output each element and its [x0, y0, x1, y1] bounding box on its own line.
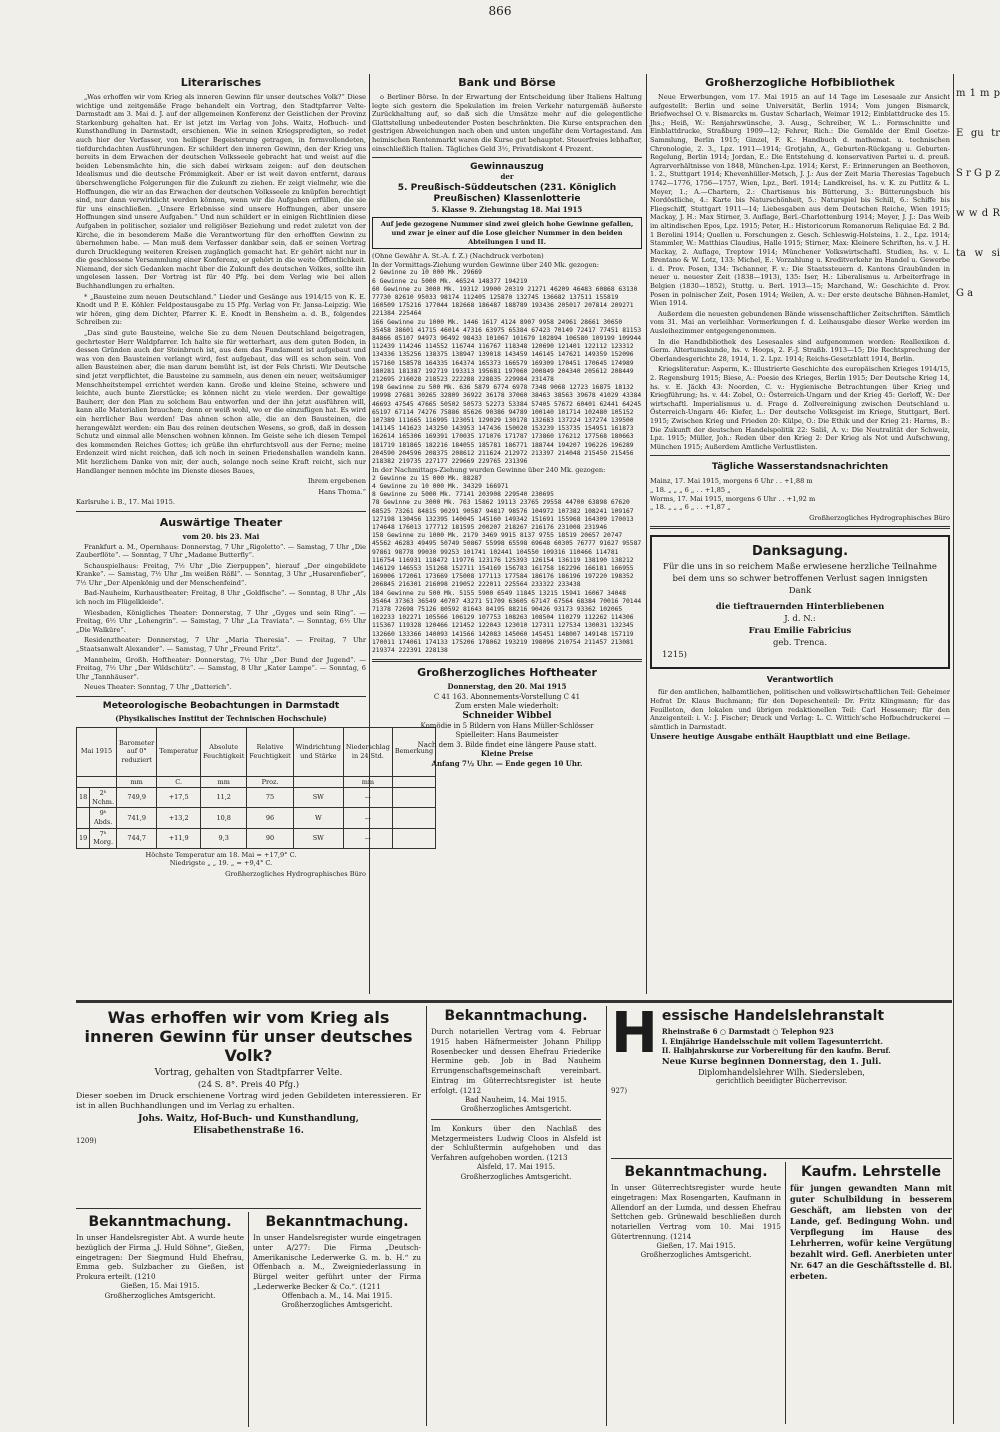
thanks-name: Frau Emilie Fabricius: [748, 626, 852, 637]
responsible-heading: Verantwortlich: [766, 675, 834, 685]
weather-cell: 749,9: [117, 788, 157, 808]
ad-b2-title: Bekanntmachung.: [265, 1214, 409, 1230]
ad-velte-publisher: Johs. Waitz, Hof-Buch- und Kunsthandlung,: [138, 1113, 359, 1124]
column-separator: [369, 74, 370, 994]
ad-velte-price: (24 S. 8°. Preis 40 Pfg.): [197, 1080, 300, 1090]
thanks-ida: J. d. N.:: [784, 614, 816, 625]
weather-cell: 11,2: [201, 788, 247, 808]
weather-cell: 9ʰ Abds.: [90, 808, 117, 828]
ad-b3-date: Bad Nauheim, 14. Mai 1915.: [464, 1095, 567, 1104]
divider: [372, 659, 642, 662]
column-1: [76, 74, 434, 881]
divider: [76, 696, 366, 697]
ad-lehrstelle: [790, 1162, 952, 1424]
ad-hess-line: Diplomhandelslehrer Wilh. Siedersleben,: [698, 1067, 865, 1077]
ad-lehr-text: für jungen gewandten Mann mit guter Schulbildung in besserem Geschäft, am liebsten von der Lande, gef. Bedingung Wohn. und Verpflegung im Hause des Lehrherren, wofür keine Vergütung bezahlt wird. Gefl. Anerbieten unter Nr. 647 an die Geschäftsstelle d. Bl. erbeten.: [790, 1183, 952, 1281]
thanks-number: 1215): [662, 650, 687, 661]
weather-row: [77, 788, 436, 808]
weather-cell: +17,5: [157, 788, 201, 808]
lit-paragraph: „Was erhoffen wir vom Krieg als inneren Gewinn für unser deutsches Volk?“ Diese wichtige und zeitgemäße Frage behandelt ein Vortrag, den Stadtpfarrer Velte-Darmstadt am 3. Mai d. J. auf der allgemeinen Konferenz der Geistlichen der Provinz Starkenburg gehalten hat. Er ist jetzt im Verlag von Johs. Waitz, Hofbuch- und Kunsthandlung in Darmstadt, erschienen. Wie in seinen Kriegspredigten, so redet auch hier der Verfasser, von heiliger Begeisterung getragen, in formvollendeten, tiefdurchdachten Ausführungen. Er schildert den inneren Gewinn, den der Krieg uns bereits in dem Erwachen der deutschen Volksseele gebracht hat und weist auf die beiden Lebensmächte hin, die sich dabei wirksam zeigen: auf den deutschen Idealismus und die deutsche Frömmigkeit. Aber er ist weit davon entfernt, daraus überschwengliche Folgerungen für die Zukunft zu ziehen. Er zeigt vielmehr, wie die Hoffnungen, die wir an das Erwachen der deutschen Volksseele zu knüpfen berechtigt sind, nur dann verwirklicht werden können, wenn wir die Aufgaben erfüllen, die sie für uns einschließen. „Unsere Erlebnisse sind unsere Hoffnungen, aber unsere Hoffnungen sind unsere Aufgaben.“ Und nun schildert er in einigen Richtlinien diese Aufgaben in politischer, sozialer und religiöser Beziehung und redet zuletzt von der Kirche, die in besonderem Maße die Verantwortung für den erhofften Gewinn zu übernehmen habe. — Man muß dem Verfasser dankbar sein, daß er seinen Vortrag durch Drucklegung weiteren Kreisen zugänglich gemacht hat. Er gehört nicht nur in die geschlossene Versammlung einer Konferenz, er gehört in die weite Öffentlichkeit. Niemand, der sich Gedanken macht über die Zukunft des deutschen Volkes, sollte ihn ungelesen lassen. Der Vortrag ist für 40 Pfg. bei dem Verlag wie bei allen Buchhandlungen zu erhalten.: [76, 93, 366, 291]
lotto-heading: Gewinnauszug: [470, 162, 544, 173]
lit-place-date: Karlsruhe i. B., 17. Mai 1915.: [76, 498, 175, 507]
weather-max: Höchste Temperatur am 18. Mai = +17,9° C.: [145, 850, 297, 859]
hoftheater-repeat: Zum ersten Male wiederholt:: [455, 702, 559, 711]
theater-item: Residenztheater: Donnerstag, 7 Uhr „Maria Theresia“. — Freitag, 7 Uhr „Staatsanwalt Alexander“. — Samstag, 7 Uhr „Freund Fritz“.: [76, 636, 366, 654]
weather-cell: 10,8: [201, 808, 247, 828]
lotto-notice-box: Auf jede gezogene Nummer sind zwei gleich hohe Gewinne gefallen, und zwar je einer auf die Lose gleicher Nummer in den beiden Abteilungen I und II.: [372, 217, 642, 249]
weather-unit: mm: [343, 776, 392, 788]
ad-hess-line: gerichtlich beeidigter Bücherrevisor.: [715, 1077, 848, 1086]
weather-min: Niedrigste „ „ 19. „ = +9,4° C.: [169, 859, 273, 868]
ad-b1-text: In unser Handelsregister Abt. A wurde heute bezüglich der Firma „J. Huld Söhne“, Gießen, eingetragen: Der Siegmund Huld Ehefrau, Emma geb. Sulzbacher zu Gießen, ist Prokura erteilt. (1210: [76, 1233, 244, 1282]
ad-divider: [606, 1006, 607, 1426]
ad-lehr-title: Kaufm. Lehrstelle: [800, 1164, 942, 1180]
ad-b2-date: Offenbach a. M., 14. Mai 1915.: [281, 1291, 393, 1300]
weather-unit: mm: [201, 776, 247, 788]
ad-velte-sub: Vortrag, gehalten von Stadtpfarrer Velte.: [154, 1068, 343, 1078]
theater-dates: vom 20. bis 23. Mai: [182, 531, 260, 541]
weather-col-header: Barometer auf 0° reduziert: [117, 727, 157, 776]
weather-col-header: Bemerkung: [392, 727, 435, 776]
divider: [650, 526, 950, 529]
weather-cell: [392, 828, 435, 848]
ad-b3-text2: Im Konkurs über den Nachlaß des Metzgermeisters Ludwig Cloos in Alsfeld ist der Schlußtermin aufgehoben und das Verfahren aufgehoben worden. (1213: [431, 1123, 601, 1163]
bank-heading: Bank und Börse: [458, 76, 556, 89]
lit-signature: Hans Thoma.“: [318, 487, 366, 496]
ad-divider: [785, 1162, 786, 1424]
lit-paragraph: * „Bausteine zum neuen Deutschland.“ Lieder und Gesänge aus 1914/15 von K. E. Knodt und P. E. Köhler. Feldpostausgabe zu 15 Pfg. Verlag von Fr. Jansa-Leipzig. Wie wir hören, ging dem Dichter, Pfarrer K. E. Knodt in Bensheim a. d. B., folgendes Schreiben zu:: [76, 292, 366, 327]
weather-cell: SW: [293, 788, 343, 808]
weather-cell: 2ʰ Nchm.: [90, 788, 117, 808]
ad-divider: [611, 1158, 952, 1159]
ads-top-rule: [76, 1000, 952, 1003]
weather-unit-row: [77, 776, 436, 788]
ad-divider: [426, 1006, 427, 1426]
weather-row: [77, 828, 436, 848]
thanks-notice: [650, 535, 950, 669]
edition-note: Unsere heutige Ausgabe enthält Hauptblatt und eine Beilage.: [650, 732, 911, 742]
column-2: [372, 74, 642, 770]
thanks-family: die tieftrauernden Hinterbliebenen: [715, 602, 885, 613]
weather-cell: —: [343, 808, 392, 828]
ad-velte-address: Elisabethenstraße 16.: [193, 1125, 304, 1136]
weather-cell: [77, 808, 90, 828]
lotto-subtitle: 5. Klasse 9. Ziehungstag 18. Mai 1915: [431, 204, 583, 214]
weather-cell: 75: [247, 788, 293, 808]
ad-handelslehranstalt: [611, 1001, 952, 1156]
ad-b4-court: Großherzogliches Amtsgericht.: [640, 1251, 752, 1260]
hoftheater-title: Schneider Wibbel: [462, 711, 552, 722]
weather-cell: [392, 788, 435, 808]
library-heading: Großherzogliche Hofbibliothek: [705, 76, 895, 89]
weather-cell: 18: [77, 788, 90, 808]
water-line: „ 18. „ „ „ 6 „ . . +1,85 „: [650, 485, 731, 494]
weather-cell: 90: [247, 828, 293, 848]
theater-item: Neues Theater: Sonntag, 7 Uhr „Datterich“.: [84, 683, 232, 692]
column-4-cropped: [956, 74, 1000, 314]
library-text: Kriegsliteratur: Asperm, K.: Illustrierte Geschichte des europäischen Krieges 1914/15, 2. Regensburg 1915; Biese, A.: Poesie des Krieges, Berlin 1915; Der Deutsche Krieg 14, hs. v. E. Jäckh 43: Noorden, C. v.: Hygienische Betrachtungen über Krieg und Kriegführung; hs. v. 44: Zobel, O.: Österreich-Ungarn und der Krieg 45: Gerloff, W.: Der wirtschaftl. Imperialismus u. d. Frage d. Zollvereinigung zwischen Deutschland u. Österreich-Ungarn 46: Kiefer, L.: Der deutsche Volksgeist im Kriege, Stuttgart, Berl. 1915; Zwischen Krieg und Frieden 20: Külpe, O.: Die Ethik und der Krieg 21: Harms, B.: Die Zukunft der deutschen Handelspolitik 22: Sališ, A. v.: Die Neutralität der Schweiz, Lpz. 1915; Müller, Joh.: Reden über den Krieg 2: Der Krieg als Not und Aufschwung, München 1915; Außerdem Amtliche Verlustlisten.: [650, 365, 950, 451]
ad-b3-court: Großherzogliches Amtsgericht.: [460, 1105, 572, 1114]
hoftheater-time: Anfang 7½ Uhr. — Ende gegen 10 Uhr.: [431, 759, 583, 768]
library-text: Neue Erwerbungen, vom 17. Mai 1915 an auf 14 Tage im Lesesaale zur Ansicht aufgestellt: Berlin und seine Universität, Berlin 1914; Vom jungen Bismarck, Briefwechsel O. v. Bismarcks m. Gustav Scharlach, Weimar 1912; Einblattdrucke des 15. Jhs.; Heiß, W.: Renjahrswünsche, 3. Ausg., Schreiber, W. L.: Formschnitte und Einblattdrucke, Straßburg 1909—12; Fehrer, Rich.: Die Gemälde der Emil Goetze-Sammlung, Berlin 1915; Ginzel, F. K.: Handbuch d. mathemat. u. technischen Chronologie, 2. 3., Lpz. 1911—1914; Grotjahn, A., Geburten-Rückgang u. Geburten-Regelung, Berlin 1914; Jordan, E.: Die Entstehung d. konservativen Partei u. d. preuß. Agrarverhältnisse von 1848, München-Lpz. 1914; Kerst, F.: Erinnerungen an Beethoven, 1. 2., Stuttgart 1914; Khevenhüller-Metsch, J. J.: Aus der Zeit Maria Theresias Tagebuch 1742—1776, 1756—1757, Wien, Lpz., Berl. 1914; Landkreisel, hs. v. K. zu Putlitz & L. Meyer, 1.; A.—Chartern, 2.: Chartismus bis Bütterung, 3.: Bütterungsbuch bis Nordöstliche, 4.: Karte bis Naturschönheit, 5.: Naturspiel bis Schill, 6.: Schiffe bis Fliegschiff, Stuttgart 1911—14; Liebesgaben aus dem Deutschen Reiche, Wien 1915; Mackay, J. H.: Max Stirner, 3. Auflage, Berl.-Charlottenburg 1914; Meyer, J. J.: Das Weib im altindischen Epos, Lpz. 1915; Peter, H.: Historicorum Romanorum Reliquiae Ed. 2 Bd. 1 Berolini 1914; Quellen u. Forschungen z. Gesch. Schleswig-Holsteins, 1. 2., Lpz. 1914; Stammler, W.: Matthias Claudius, Halle 1915; Stirner, Max: Kleinere Schriften, hs. v. J. H. Mackay, 2. Auflage, Treptow 1914; Münchener Volkswirtschaftl. Studien, hs. v. L. Brentano & W. Lotz, 133: Michel, E.: Vorzahlung u. Kreditverkehr im Handel u. Gewerbe i. d. Prov. Posen, 134: Tschanner, F. v.: Die Staatssteuern d. Kantons Graubünden in neuer u. neuester Zeit (1838—1913), 135: Iser, H.: Liberalismus u. Arbeiterfrage in Belgien (1830—1852), Stuttg. u. Berl. 1913—15; Marchand, W.: Geschichte d. Prov. Posen in polnischer Zeit, Posen 1914; Weilen, A. v.: Der erste deutsche Bühnen-Hamlet, Wien 1914.: [650, 93, 950, 308]
theater-item: Mannheim, Großh. Hoftheater: Donnerstag, 7½ Uhr „Der Bund der Jugend“. — Freitag, 7½ Uhr „Der Wildschütz“. — Samstag, 8 Uhr „Kater Lampe“. — Sonntag, 6 Uhr „Tannhäuser“.: [76, 655, 366, 681]
ad-b3-text: Durch notariellen Vertrag vom 4. Februar 1915 haben Häfnermeister Johann Philipp Rosenbecker und dessen Ehefrau Friederike Hermine geb. Job in Bad Nauheim Errungenschaftsgemeinschaft vereinbart. Eintrag im Güterrechtsregister ist heute erfolgt. (1212: [431, 1027, 601, 1095]
lotto-der: der: [500, 172, 514, 182]
library-text: Außerdem die neuesten gebundenen Bände wissenschaftlicher Zeitschriften. Sämtlich vom 31. Mai an verleihbar. Vormerkungen f. d. Leihausgabe dieser Werke werden im Ausleihezimmer entgegengenommen.: [650, 309, 950, 336]
weather-cell: [392, 808, 435, 828]
weather-cell: 744,7: [117, 828, 157, 848]
theater-item: Schauspielhaus: Freitag, 7½ Uhr „Die Zierpuppen“, hierauf „Der eingebildete Kranke“. — Samstag, 7½ Uhr „Im weißen Rößl“. — Sonntag, 3 Uhr „Husarenfieber“, 7½ Uhr „Der Alpenkönig und der Menschenfeind“.: [76, 561, 366, 587]
hoftheater-performance: C 41 163. Abonnements-Vorstellung C 41: [433, 692, 581, 701]
weather-unit: [392, 776, 435, 788]
weather-office: Großherzogliches Hydrographisches Büro: [225, 869, 366, 878]
ad-velte: [76, 1006, 421, 1206]
ad-velte-title: Was erhoffen wir vom Krieg als inneren Gewinn für unser deutsches Volk?: [84, 1008, 413, 1065]
ad-velte-text: Dieser soeben im Druck erschienene Vortrag wird jeden Gebildeten interessieren. Er ist in allen Buchhandlungen und im Verlag zu erhalten.: [76, 1091, 421, 1110]
divider: [372, 157, 642, 158]
weather-cell: 9,3: [201, 828, 247, 848]
library-text: In die Handbibliothek des Lesesaales sind aufgenommen worden: Reallexikon d. Germ. Altertumskunde, hs. v. Hoops, 2. F.-J. Straßb. 1913—15; Die Rechtsprechung der Oberlandesgerichte 28, 1914, 1. 2. Lpz. 1914; Reichs-Gesetzblatt 1914, Berlin.: [650, 337, 950, 363]
cropped-text: m 1 m p E gu tr S r G p z w w d R ta w si G a: [956, 88, 1000, 299]
ad-hess-letter: H: [611, 1001, 658, 1066]
weather-cell: +11,9: [157, 828, 201, 848]
ad-b4-text: In unser Güterrechtsregister wurde heute eingetragen: Max Rosengarten, Kaufmann in Allendorf an der Lumda, und dessen Ehefrau Settchen geb. Grünewald beschließen durch notariellen Vertrag vom 10. Mai 1915 Gütertrennung. (1214: [611, 1183, 781, 1241]
ad-b1-court: Großherzogliches Amtsgericht.: [104, 1291, 216, 1300]
weather-col-header: Relative Feuchtigkeit: [247, 727, 293, 776]
weather-subheading: (Physikalisches Institut der Technischen Hochschule): [115, 714, 327, 723]
water-line: „ 18. „ „ „ 6 „ . . +1,87 „: [650, 503, 731, 512]
ad-b3-court2: Großherzogliches Amtsgericht.: [460, 1172, 572, 1181]
ad-hess-number: 927): [611, 1086, 628, 1095]
column-3: [650, 74, 950, 742]
hoftheater-date: Donnerstag, den 20. Mai 1915: [447, 682, 567, 692]
ad-hess-line: Neue Kurse beginnen Donnerstag, den 1. Juli.: [661, 1056, 882, 1067]
bank-text: o Berliner Börse. In der Erwartung der Entscheidung über Italiens Haltung legte sich gestern die Spekulation im freien Verkehr naturgemäß äußerste Zurückhaltung auf, so daß sich die Umsätze mehr auf die gelegentliche Glattstellung unbedeutender Posten beschränkten. Die Kurse entsprachen den gestrigen Abweichungen nach oben und unten ungefähr dem Vortagestand. Am heimischen Rentenmarkt waren die Kurse gut behauptet. Steuerfreies lebhafter, einschließlich Italien. Tägliches Geld 3½, Privatdiskont 4 Prozent.: [372, 93, 642, 153]
ad-hess-line: II. Halbjahrskurse zur Vorbereitung für den kaufm. Beruf.: [661, 1046, 891, 1056]
weather-unit: mm: [117, 776, 157, 788]
ad-bekanntmachung-3: [431, 1006, 601, 1426]
weather-cell: —: [343, 788, 392, 808]
hoftheater-heading: Großherzogliches Hoftheater: [417, 666, 597, 680]
water-line: Mainz, 17. Mai 1915, morgens 6 Uhr . . +1,88 m: [650, 477, 813, 486]
theater-item: Wiesbaden, Königliches Theater: Donnerstag, 7 Uhr „Gyges und sein Ring“. — Freitag, 6½ Uhr „Lohengrin“. — Samstag, 7 Uhr „La Traviata“. — Sonntag, 6½ Uhr „Die Walküre“.: [76, 608, 366, 634]
ad-b3-title: Bekanntmachung.: [444, 1008, 588, 1024]
hoftheater-pause: Nach dem 3. Bilde findet eine längere Pause statt.: [417, 740, 597, 749]
ad-divider: [248, 1212, 249, 1427]
hoftheater-director: Spielleiter: Hans Baumeister: [455, 731, 559, 740]
ad-b3-date2: Alsfeld, 17. Mai 1915.: [477, 1162, 555, 1171]
ad-b1-title: Bekanntmachung.: [88, 1214, 232, 1230]
lotto-morning: In der Vormittags-Ziehung wurden Gewinne über 240 Mk. gezogen:: [372, 260, 599, 269]
divider: [76, 511, 366, 512]
weather-col-header: Windrichtung und Stärke: [293, 727, 343, 776]
weather-unit: Proz.: [247, 776, 293, 788]
lotto-title: 5. Preußisch-Süddeutschen (231. Königlich Preußischen) Klassenlotterie: [397, 182, 617, 204]
thanks-geb: geb. Trenca.: [772, 638, 828, 649]
ad-bekanntmachung-4: [611, 1162, 781, 1424]
ad-b4-date: Gießen, 17. Mai 1915.: [656, 1241, 736, 1250]
thanks-text: Für die uns in so reichem Maße erwiesene herzliche Teilnahme bei dem uns so schwer betroffenen Verlust sagen innigsten Dank: [663, 562, 937, 597]
ad-bekanntmachung-1: [76, 1212, 244, 1427]
literarisches-heading: Literarisches: [180, 76, 262, 89]
ad-b2-text: In unser Handelsregister wurde eingetragen unter A/277: Die Firma „Deutsch-Amerikanische Lederwerke G. m. b. H.“ zu Offenbach a. M., Zweigniederlassung in Bürgel weiter geführt unter der Firma „Lederwerke Becker & Co.“. (1211: [253, 1233, 421, 1291]
ad-velte-number: 1209): [76, 1136, 97, 1145]
lotto-note: (Ohne Gewähr A. St.-A. f. Z.) (Nachdruck verboten): [372, 252, 544, 261]
water-heading: Tägliche Wasserstandsnachrichten: [711, 462, 889, 473]
ad-b2-court: Großherzogliches Amtsgericht.: [281, 1301, 393, 1310]
weather-heading: Meteorologische Beobachtungen in Darmstadt: [102, 701, 340, 711]
weather-col-header: Mai 1915: [77, 727, 117, 776]
ad-divider: [76, 1208, 421, 1209]
water-line: Worms, 17. Mai 1915, morgens 6 Uhr . . +1,92 m: [650, 494, 816, 503]
hoftheater-desc: Komödie in 5 Bildern von Hans Müller-Schlösser: [420, 721, 594, 730]
lotto-afternoon: In der Nachmittags-Ziehung wurden Gewinne über 240 Mk. gezogen:: [372, 466, 606, 475]
lit-signoff: Ihrem ergebenen: [308, 477, 366, 486]
weather-cell: 741,9: [117, 808, 157, 828]
theater-item: Frankfurt a. M., Opernhaus: Donnerstag, 7 Uhr „Rigoletto“. — Samstag, 7 Uhr „Die Zauberflöte“. — Sonntag, 7 Uhr „Madame Butterfly“.: [76, 542, 366, 560]
advertisements: [76, 1000, 956, 1430]
lit-paragraph: „Das sind gute Bausteine, welche Sie zu dem Neuen Deutschland beigetragen, gechrtester Herr Waldpfarrer. Ich halte sie für wetterhart, aus dem guten Boden, in dessen Gründen auch der Steinbruch ist, aus dem das Fundament ist aufgebaut und was von den Bausteinen verlangt wird, fest aufgebaut, das will es schon sein. Von allen Bausteinen aber, die man darum bemüht ist, ist der Fels Christi. Wir Deutsche sind jetzt verpflichtet, die Bausteine zu sammeln, aus denen ein neuer, weitsäumiger Menschheitstempel errichtet werden kann. Große und kleine Steine, schwere und leichte, auch bunte Zierstücke; es können nicht zu viele werden. Der gewaltige Bauherr, der den Plan zu solchem Bau entworfen und der ihn jetzt ausführen will, kann alle Materialien brauchen; denn er weiß wohl, wo er die einzufügen hat. Es wird ein herrlicher Bau werden! Das ahnen schon alle, die an den Bausteinen, die herangewälzt werden: ein Bau des reinen deutschen Wesens, so groß, daß in dessen Schutz und einmal alle Menschen wohnen können. Im Geiste sehe ich diesen Tempel des kommenden Reiches Gottes; ich grüße ihn ehrfurchtsvoll aus der Ferne; meine Erdenzeit wird nicht reichen, daß ich noch in seinen Friedenshallen wandeln kann. Mit herzlichem Danke von mir, der auch, solange noch seine Kraft reicht, sich nur Handlanger nennen möchte im Dienste dieses Baues,: [76, 329, 366, 475]
weather-cell: 19: [77, 828, 90, 848]
weather-col-header: Absolute Feuchtigkeit: [201, 727, 247, 776]
ad-b4-title: Bekanntmachung.: [624, 1164, 768, 1180]
weather-cell: —: [343, 828, 392, 848]
responsible-text: für den amtlichen, halbamtlichen, politischen und volkswirtschaftlichen Teil: Geheimer Hofrat Dr. Klaus Buchmann; für den Depeschenteil: Dr. Fritz Klingmann; für das Feuilleton, den lokalen und übrigen redaktionellen Teil: Carl Hessemer; für den Anzeigenteil: i. V.: J. Fischer; Druck und Verlag: L. C. Wittich'sche Hofbuchdruckerei — sämtlich in Darmstadt.: [650, 688, 950, 731]
theater-item: Bad-Nauheim, Kurhaustheater: Freitag, 8 Uhr „Goldfische“. — Sonntag, 8 Uhr „Als ich noch im Flügelkleide“.: [76, 589, 366, 607]
ad-hess-line: I. Einjährige Handelsschule mit vollem Tagesunterricht.: [661, 1036, 883, 1046]
weather-cell: SW: [293, 828, 343, 848]
weather-col-header: Temperatur: [157, 727, 201, 776]
weather-unit: C.: [157, 776, 201, 788]
thanks-title: Danksagung.: [751, 544, 849, 560]
weather-col-header: Niederschlag in 24 Std.: [343, 727, 392, 776]
ad-bekanntmachung-2: [253, 1212, 421, 1427]
weather-cell: +13,2: [157, 808, 201, 828]
page-number: 866: [488, 4, 512, 18]
ad-hess-address: Rheinstraße 6 ○ Darmstadt ○ Telephon 923: [661, 1027, 834, 1036]
column-separator: [646, 74, 647, 994]
ad-b1-date: Gießen, 15. Mai 1915.: [120, 1281, 200, 1290]
water-office: Großherzogliches Hydrographisches Büro: [809, 513, 950, 522]
weather-row: [77, 808, 436, 828]
weather-cell: W: [293, 808, 343, 828]
lotto-numbers-morning: 2 Gewinne zu 10 000 Mk. 29669 6 Gewinne zu 5000 Mk. 46524 148377 194219 60 Gewinne zu 3000 Mk. 19312 19900 20319 21271 46209 46483 60868 63130 77730 82610 95033 98174 112405 125870 132745 136682 137511 155819 160509 175216 177044 182668 186487 188789 193436 205017 207814 209271 221384 225464 166 Gewinne zu 1000 Mk. 1446 1617 4124 8907 9958 24961 28661 30650 35458 38601 41715 46014 47316 63975 65384 67423 70149 72417 77451 81153 84866 85107 94973 96492 98433 101067 101679 102894 106580 109199 109944 112439 114246 114552 116744 116767 118348 120690 121401 122112 123312 134336 135256 138375 138947 139018 143459 146145 147621 149359 152096 157160 158578 164335 164374 165373 166579 169309 170451 170645 174989 180281 181387 192719 193313 195681 197060 200849 204340 205612 208449 212695 216028 218523 222288 228835 229984 231478 198 Gewinne zu 500 Mk. 636 5879 6774 6978 7348 9068 12723 16875 18132 19998 27681 30265 32809 36922 36178 37060 38463 38563 39678 41029 43384 46693 47545 47665 50502 50573 52273 53384 57405 57672 60401 62441 64245 65197 67114 74276 75886 85626 90386 94789 100140 101714 102480 105152 107389 111665 116995 123051 129029 130178 132683 137224 137274 139500 141145 141623 143250 143953 147436 150020 153239 153735 154951 161873 162614 165306 169391 170035 171076 171787 173860 176212 177568 180663 181719 181865 182216 184055 185781 186771 188744 194207 196226 196289 204590 204596 208375 208612 211624 212972 213397 214048 215450 215456 218382 219735 227177 229669 229765 231396: [372, 269, 642, 465]
weather-cell: 7ʰ Morg.: [90, 828, 117, 848]
divider: [650, 455, 950, 456]
weather-cell: 96: [247, 808, 293, 828]
ad-hess-title: essische Handelslehranstalt: [661, 1008, 885, 1024]
weather-unit: [77, 776, 117, 788]
weather-unit: [293, 776, 343, 788]
theater-heading: Auswärtige Theater: [159, 515, 283, 529]
hoftheater-prices: Kleine Preise: [480, 749, 534, 759]
lotto-numbers-afternoon: 2 Gewinne zu 15 000 Mk. 88287 4 Gewinne zu 10 000 Mk. 34329 166971 8 Gewinne zu 5000 Mk. 77141 203908 229540 230695 78 Gewinne zu 3000 Mk. 763 15862 19113 23765 29558 44700 63898 67620 68525 73261 84815 90291 90587 94817 98576 104972 107382 108241 109167 127198 130456 132395 140045 145160 149342 151691 155968 164309 170013 174648 176013 177712 181595 200207 218267 216176 231008 231946 158 Gewinne zu 1000 Mk. 2179 3469 9915 8137 9755 18519 20657 20747 45562 46283 49495 50749 50867 55998 65598 69648 60305 76777 91627 95587 97861 98778 99030 99253 101741 102441 104550 109316 110466 114781 116754 116931 118472 119776 123176 125393 126154 136119 138190 138212 146129 146553 151268 152711 154169 156783 161758 162296 166181 166955 169006 172061 173669 175008 177113 177584 186176 186196 197220 198352 206845 216301 216098 219052 222011 225564 233322 233438 184 Gewinne zu 500 Mk. 5155 5900 6549 11845 13215 15941 16067 34048 35464 37363 36549 40707 43271 51709 63605 67147 67564 68384 70016 70144 71378 72698 75126 80592 81643 84195 88216 90426 93173 93362 102065 102233 102271 105566 106129 107753 108263 108504 110279 112262 114306 115367 119328 120466 121452 122043 123010 127311 127534 130031 132345 132660 133366 140093 141566 142083 145060 145451 148007 149148 157119 170011 174061 174133 175206 178062 193219 198096 210754 211457 213081 219374 222391 228138: [372, 474, 642, 655]
